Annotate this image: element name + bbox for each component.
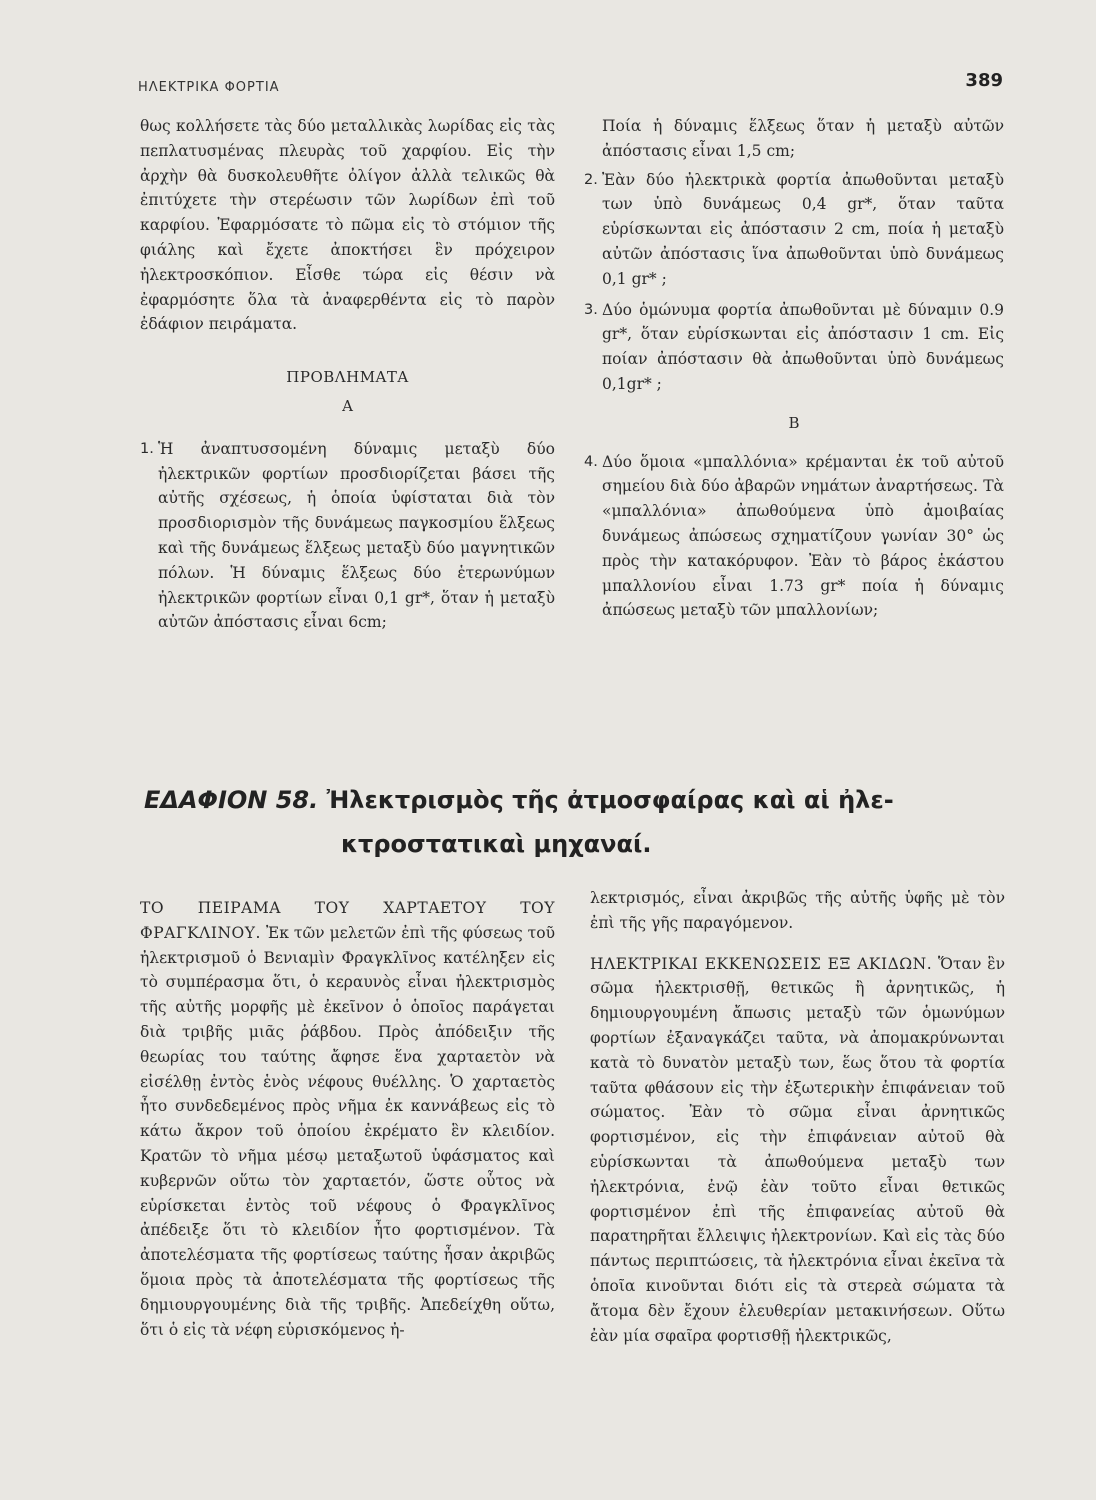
- problem-4-number: 4.: [584, 453, 598, 470]
- section-title-line-2: κτροστατικαὶ μηχαναί.: [341, 830, 652, 858]
- group-b-label: Β: [788, 413, 800, 432]
- kite-experiment-text: Ἐκ τῶν μελετῶν ἐπὶ τῆς φύσεως τοῦ ἠλεκτρισμοῦ ὁ Βενιαμὶν Φραγκλῖνος κατέληξεν εἰς τὸ συμπέρασμα ὅτι, ὁ κεραυνὸς εἶναι ἠλεκτρισμὸς τῆς αὐτῆς μορφῆς μὲ ἐκεῖνον ὁ ὁποῖος παράγεται διὰ τριβῆς μιᾶς ῥάβδου. Πρὸς ἀπόδειξιν τῆς θεωρίας του ταύτης ἄφησε ἕνα χαρταετὸν νὰ εἰσέλθῃ ἐντὸς ἑνὸς νέφους θυέλλης. Ὁ χαρταετὸς ἦτο συνδεδεμένος πρὸς νῆμα ἐκ καννάβεως εἰς τὸ κάτω ἄκρον τοῦ ὁποίου ἐκρέματο ἓν κλειδίον. Κρατῶν τὸ νῆμα μέσῳ μεταξωτοῦ ὑφάσματος καὶ κυβερνῶν οὕτω τὸν χαρταετόν, ὥστε οὗτος νὰ εὑρίσκεται ἐντὸς τοῦ νέφους ὁ Φραγκλῖνος ἀπέδειξε ὅτι τὸ κλειδίον ἦτο φορτισμένον. Τὰ ἀποτελέσματα τῆς φορτίσεως ταύτης ἦσαν ἀκριβῶς ὅμοια πρὸς τὰ ἀποτελέσματα τῆς φορτίσεως τῆς δημιουργουμένης διὰ τῆς τριβῆς. Ἀπεδείχθη οὕτω, ὅτι ὁ εἰς τὰ νέφη εὑρισκόμενος ἠ-: [140, 923, 555, 1339]
- problem-1: [140, 437, 555, 635]
- section-title: [144, 778, 1014, 866]
- problem-1-continued: [584, 114, 1004, 164]
- right-column-top: [584, 114, 1004, 627]
- section-label: ΕΔΑΦΙΟΝ 58.: [144, 786, 319, 814]
- point-discharge-paragraph: [590, 952, 1005, 1349]
- problem-2-number: 2.: [584, 171, 598, 188]
- running-head: ΗΛΕΚΤΡΙΚΑ ΦΟΡΤΙΑ: [138, 80, 280, 95]
- section-title-line-1: [144, 778, 1014, 822]
- kite-experiment-heading: ΤΟ ΠΕΙΡΑΜΑ ΤΟΥ ΧΑΡΤΑΕΤΟΥ ΤΟΥ ΦΡΑΓΚΛΙΝΟΥ.: [140, 899, 555, 942]
- problem-1-number: 1.: [140, 440, 154, 457]
- left-column-top: [140, 114, 555, 639]
- problem-3-text: Δύο ὁμώνυμα φορτία ἀπωθοῦνται μὲ δύναμιν 0.9 gr*, ὅταν εὑρίσκωνται εἰς ἀπόστασιν 1 cm. Εἰς ποίαν ἀπόστασιν θὰ ἀπωθοῦνται ὑπὸ δυνάμεως 0,1gr* ;: [602, 300, 1004, 393]
- left-column-bottom: [140, 896, 555, 1342]
- point-discharge-heading: ΗΛΕΚΤΡΙΚΑΙ ΕΚΚΕΝΩΣΕΙΣ ΕΞ ΑΚΙΔΩΝ.: [590, 954, 933, 973]
- problem-1-continued-text: Ποία ἡ δύναμις ἕλξεως ὅταν ἡ μεταξὺ αὐτῶν ἀπόστασις εἶναι 1,5 cm;: [602, 117, 1004, 160]
- right-column-bottom: [590, 886, 1005, 1348]
- problems-heading: ΠΡΟΒΛΗΜΑΤΑ: [286, 368, 409, 387]
- problem-4-text: Δύο ὅμοια «μπαλλόνια» κρέμανται ἐκ τοῦ αὐτοῦ σημείου διὰ δύο ἀβαρῶν νημάτων ἀναρτήσεως. Τὰ «μπαλλόνια» ἀπωθούμενα ὑπὸ ἀμοιβαίας δυνάμεως ἀπώσεως σχηματίζουν γωνίαν 30° ὡς πρὸς τὴν κατακόρυφον. Ἐὰν τὸ βάρος ἑκάστου μπαλλονίου εἶναι 1.73 gr* ποία ἡ δύναμις ἀπώσεως μεταξὺ τῶν μπαλλονίων;: [602, 452, 1004, 620]
- point-discharge-text: Ὅταν ἓν σῶμα ἠλεκτρισθῇ, θετικῶς ἢ ἀρνητικῶς, ἡ δημιουργουμένη ἄπωσις μεταξὺ τῶν ὁμωνύμων φορτίων ἐξαναγκάζει ταῦτα, νὰ ἀπομακρύνωνται κατὰ τὸ δυνατὸν μεταξὺ των, ἕως ὅτου τὰ φορτία ταῦτα φθάσουν εἰς τὴν ἐξωτερικὴν ἐπιφάνειαν τοῦ σώματος. Ἐὰν τὸ σῶμα εἶναι ἀρνητικῶς φορτισμένον, εἰς τὴν ἐπιφάνειαν αὐτοῦ θὰ εὑρίσκωνται τὰ ἀπωθούμενα μεταξὺ των ἠλεκτρόνια, ἐνῷ ἐὰν τοῦτο εἶναι θετικῶς φορτισμένον ἐπὶ τῆς ἐπιφανείας αὐτοῦ θὰ παρατηρῆται ἔλλειψις ἠλεκτρονίων. Καὶ εἰς τὰς δύο πάντως περιπτώσεις, τὰ ἠλεκτρόνια εἶναι ἐκεῖνα τὰ ὁποῖα κινοῦνται διότι εἰς τὰ στερεὰ σώματα τὰ ἄτομα δὲν ἔχουν ἐλευθερίαν μετακινήσεων. Οὕτω ἐὰν μία σφαῖρα φορτισθῇ ἠλεκτρικῶς,: [590, 954, 1005, 1345]
- problem-2: [584, 168, 1004, 292]
- problem-1-text: Ἡ ἀναπτυσσομένη δύναμις μεταξὺ δύο ἠλεκτρικῶν φορτίων προσδιορίζεται βάσει τῆς αὐτῆς σχέσεως, ἡ ὁποία ὑφίσταται διὰ τὸν προσδιορισμὸν τῆς δυνάμεως παγκοσμίου ἕλξεως καὶ τῆς δυνάμεως ἕλξεως μεταξὺ δύο μαγνητικῶν πόλων. Ἡ δύναμις ἕλξεως δύο ἑτερωνύμων ἠλεκτρικῶν φορτίων εἶναι 0,1 gr*, ὅταν ἡ μεταξὺ αὐτῶν ἀπόστασις εἶναι 6cm;: [158, 439, 555, 632]
- kite-experiment-paragraph: [140, 896, 555, 1342]
- continuation-paragraph: λεκτρισμός, εἶναι ἀκριβῶς τῆς αὐτῆς ὑφῆς μὲ τὸν ἐπὶ τῆς γῆς παραγόμενον.: [590, 889, 1005, 932]
- page-header: [138, 70, 1003, 108]
- intro-paragraph: θως κολλήσετε τὰς δύο μεταλλικὰς λωρίδας εἰς τὰς πεπλατυσμένας πλευρὰς τοῦ χαρφίου. Εἰς τὴν ἀρχὴν θὰ δυσκολευθῆτε ὀλίγον ἀλλὰ τελικῶς θὰ ἐπιτύχετε τὴν στερέωσιν τῶν λωρίδων ἐπὶ τοῦ καρφίου. Ἐφαρμόσατε τὸ πῶμα εἰς τὸ στόμιον τῆς φιάλης καὶ ἔχετε ἀποκτήσει ἓν πρόχειρον ἠλεκτροσκόπιον. Εἶσθε τώρα εἰς θέσιν νὰ ἐφαρμόσητε ὅλα τὰ ἀναφερθέντα εἰς τὸ παρὸν ἐδάφιον πειράματα.: [140, 117, 555, 334]
- problem-2-text: Ἐὰν δύο ἠλεκτρικὰ φορτία ἀπωθοῦνται μεταξὺ των ὑπὸ δυνάμεως 0,4 gr*, ὅταν ταῦτα εὑρίσκωνται εἰς ἀπόστασιν 2 cm, ποία ἡ μεταξὺ αὐτῶν ἀπόστασις ἵνα ἀπωθοῦνται ὑπὸ δυνάμεως 0,1 gr* ;: [602, 170, 1004, 288]
- section-title-text-1: Ἠλεκτρισμὸς τῆς ἀτμοσφαίρας καὶ αἱ ἠλε-: [326, 786, 894, 814]
- page-number: 389: [965, 70, 1003, 91]
- problem-3: [584, 298, 1004, 397]
- group-a-label: Α: [342, 396, 353, 415]
- problem-4: [584, 450, 1004, 624]
- problem-3-number: 3.: [584, 301, 598, 318]
